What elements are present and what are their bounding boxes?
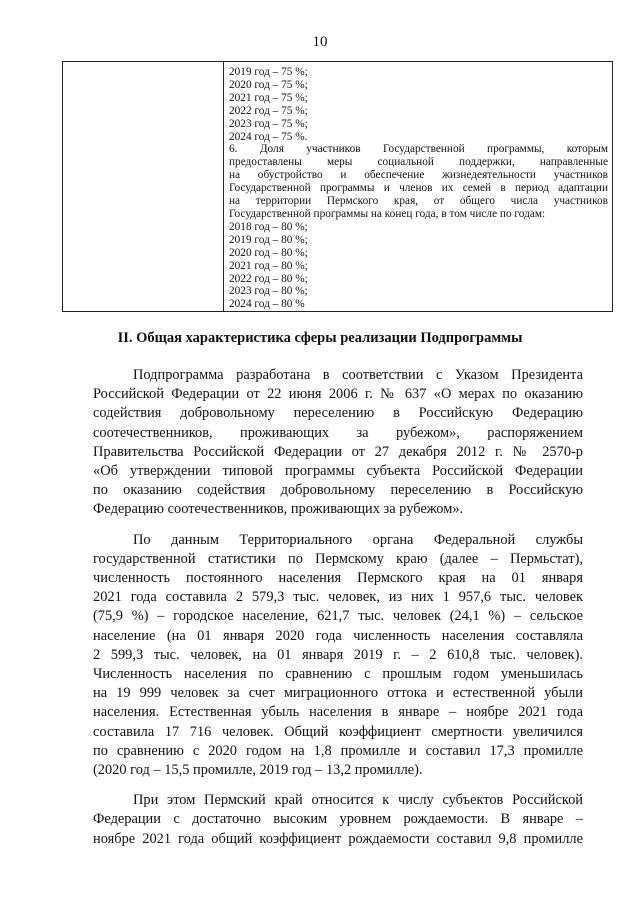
indicator-text-line: на территории Пермского края, от общего числа участников <box>229 195 608 208</box>
paragraph-line: составила 17 716 человек. Общий коэффициент смертности увеличился <box>93 723 583 740</box>
paragraph <box>93 531 583 781</box>
indicator-text-line: на обустройство и обеспечение жизнедеятельности участников <box>229 169 608 182</box>
year-value-line: 2021 год – 75 %; <box>229 91 308 104</box>
year-value-line: 2020 год – 75 %; <box>229 78 308 91</box>
paragraph <box>93 366 583 520</box>
paragraph-line: государственной статистики по Пермскому краю (далее – Пермьстат), <box>93 550 583 567</box>
indicator-text-line: 6. Доля участников Государственной программы, которым <box>229 143 608 156</box>
paragraph-line: численность постоянного населения Пермского края на 01 января <box>93 570 583 587</box>
year-value-line: 2024 год – 75 %. <box>229 130 308 143</box>
indicator-text-line: Государственной программы на конец года, в том числе по годам: <box>229 207 546 220</box>
indicator-text-line: предоставлены меры социальной поддержки, направленные <box>229 156 608 169</box>
section-heading: II. Общая характеристика сферы реализации Подпрограммы <box>117 330 523 346</box>
paragraph-line: по сравнению с 2020 годом на 1,8 промилле и составил 17,3 промилле <box>93 742 583 759</box>
paragraph-line: Федерацию соотечественников, проживающих за рубежом». <box>93 501 464 518</box>
paragraph-line: По данным Территориального органа Федеральной службы <box>133 531 583 548</box>
year-value-line: 2024 год – 80 % <box>229 298 305 311</box>
year-value-line: 2018 год – 80 %; <box>229 220 308 233</box>
year-value-line: 2023 год – 80 %; <box>229 285 308 298</box>
page-number: 10 <box>312 34 328 50</box>
paragraph-line: на 19 999 человек за счет миграционного оттока и естественной убыли <box>93 685 583 702</box>
paragraph-line: Федерации с достаточно высоким уровнем рождаемости. В январе – <box>93 811 583 828</box>
paragraph-line: соотечественников, проживающих за рубежом», распоряжением <box>93 424 583 441</box>
year-value-line: 2019 год – 80 %; <box>229 233 308 246</box>
paragraph-line: 2021 года составила 2 579,3 тыс. человек, из них 1 957,6 тыс. человек <box>93 589 583 606</box>
paragraph-line: При этом Пермский край относится к числу субъектов Российской <box>133 792 583 809</box>
paragraph-line: населения. Естественная убыль населения в январе – ноябре 2021 года <box>93 704 583 721</box>
paragraph-line: Подпрограмма разработана в соответствии с Указом Президента <box>133 367 583 383</box>
paragraph <box>93 791 583 849</box>
paragraph-line: Российской Федерации от 22 июня 2006 г. № 637 «О мерах по оказанию <box>93 386 583 403</box>
section-body <box>93 366 583 860</box>
table-values-cell <box>229 66 608 311</box>
paragraph-line: содействия добровольному переселению в Российскую Федерацию <box>93 405 583 422</box>
year-value-line: 2019 год – 75 %; <box>229 66 308 78</box>
paragraph-line: (2020 год – 15,5 промилле, 2019 год – 13,2 промилле). <box>93 762 423 779</box>
year-value-line: 2020 год – 80 %; <box>229 246 308 259</box>
paragraph-line: ноябре 2021 года общий коэффициент рождаемости составил 9,8 промилле <box>93 830 583 847</box>
paragraph-line: население (на 01 января 2020 года численность населения составляла <box>93 627 583 644</box>
paragraph-line: Численность населения по сравнению с прошлым годом уменьшилась <box>93 666 583 683</box>
paragraph-line: (75,9 %) – городское население, 621,7 тыс. человек (24,1 %) – сельское <box>93 608 583 625</box>
table-column-divider <box>223 62 224 311</box>
year-value-line: 2022 год – 80 %; <box>229 272 308 285</box>
indicators-table <box>62 61 613 312</box>
year-value-line: 2023 год – 75 %; <box>229 117 308 130</box>
paragraph-line: Правительства Российской Федерации от 27 декабря 2012 г. № 2570-р <box>93 443 583 460</box>
paragraph-line: по оказанию содействия добровольному переселению в Российскую <box>93 482 583 499</box>
paragraph-line: 2 599,3 тыс. человек, на 01 января 2019 г. – 2 610,8 тыс. человек). <box>93 646 583 663</box>
paragraph-line: «Об утверждении типовой программы субъекта Российской Федерации <box>93 463 583 480</box>
year-value-line: 2021 год – 80 %; <box>229 259 308 272</box>
year-value-line: 2022 год – 75 %; <box>229 104 308 117</box>
indicator-text-line: Государственной программы и членов их семей в период адаптации <box>229 182 608 195</box>
